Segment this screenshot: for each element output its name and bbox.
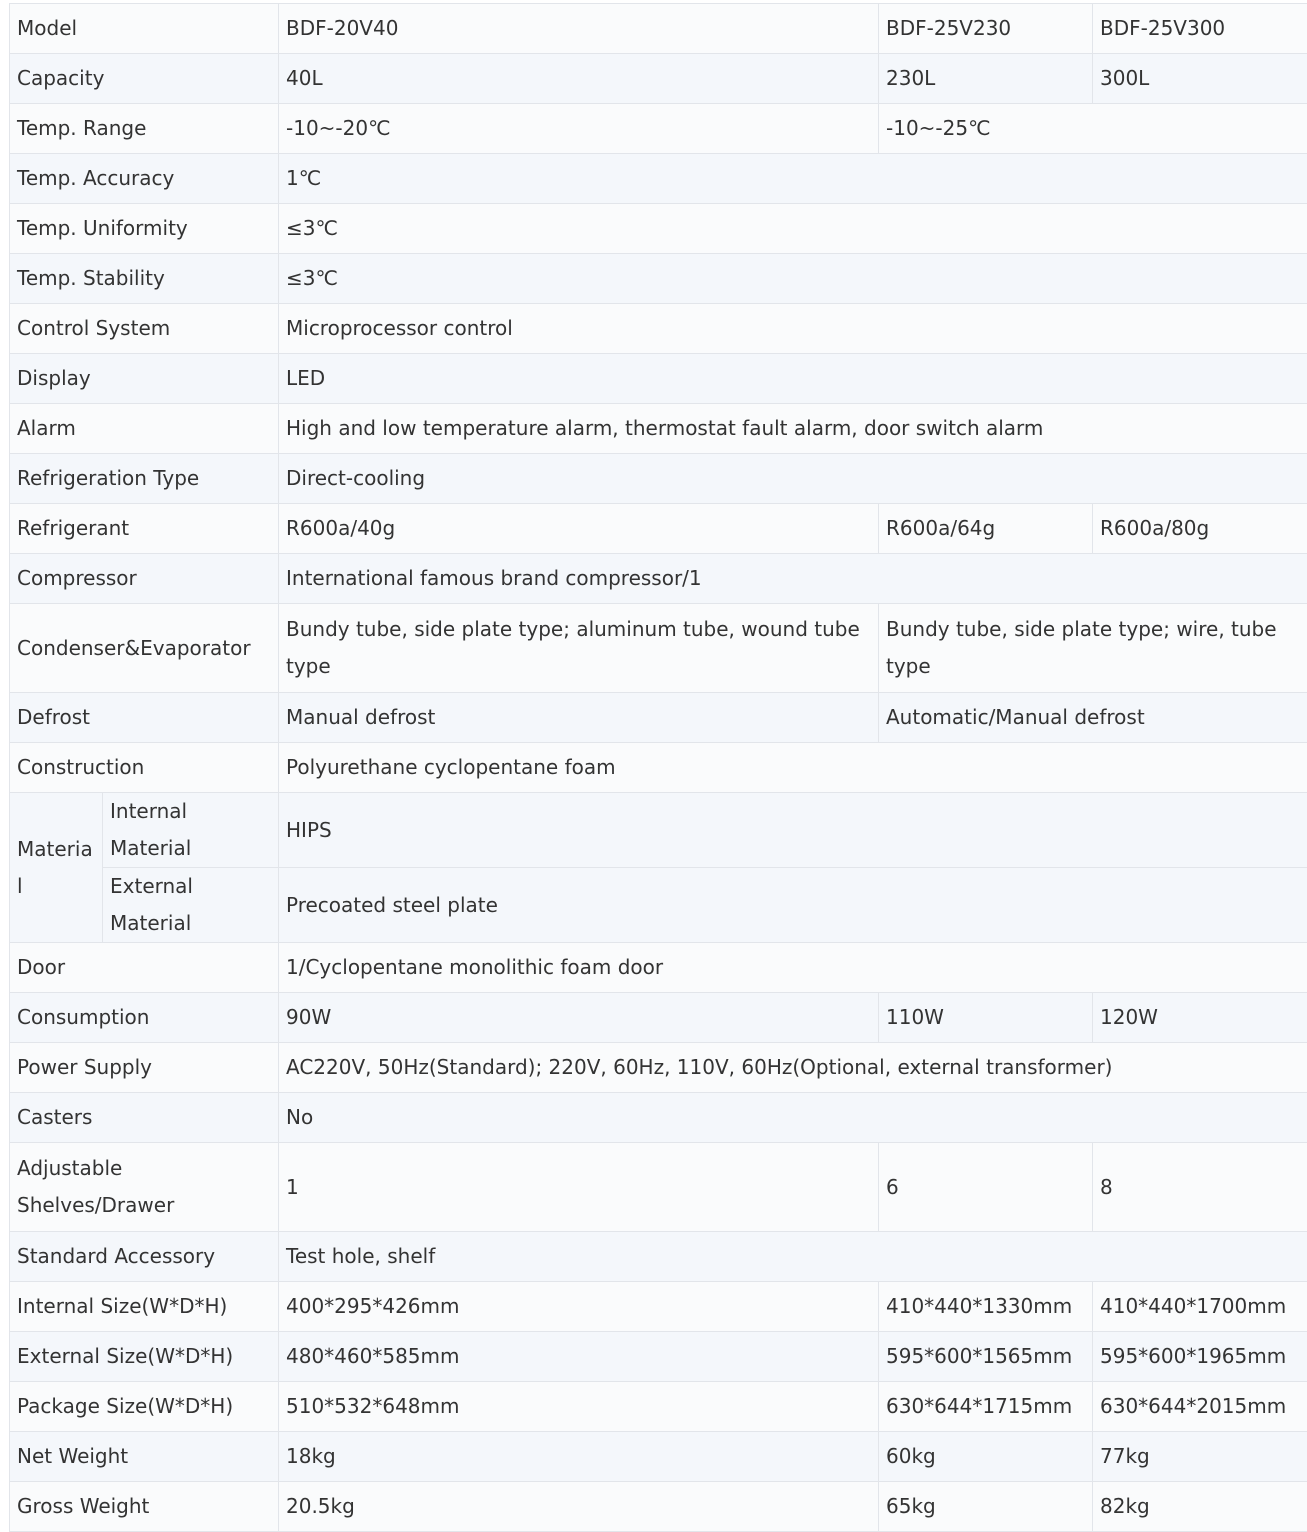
value-control-system: Microprocessor control [279, 304, 1307, 354]
row-defrost [10, 693, 1307, 743]
row-temp-stability [10, 254, 1307, 304]
label-package-size: Package Size(W*D*H) [10, 1382, 279, 1432]
label-temp-range: Temp. Range [10, 104, 279, 154]
value-internal-size-3: 410*440*1700mm [1093, 1282, 1307, 1332]
label-model: Model [10, 4, 279, 54]
value-package-size-2: 630*644*1715mm [879, 1382, 1093, 1432]
row-package-size [10, 1382, 1307, 1432]
label-construction: Construction [10, 743, 279, 793]
value-accessory: Test hole, shelf [279, 1232, 1307, 1282]
row-control-system [10, 304, 1307, 354]
value-package-size-3: 630*644*2015mm [1093, 1382, 1307, 1432]
label-temp-accuracy: Temp. Accuracy [10, 154, 279, 204]
row-refrigeration-type [10, 454, 1307, 504]
value-net-weight-2: 60kg [879, 1432, 1093, 1482]
value-power-supply: AC220V, 50Hz(Standard); 220V, 60Hz, 110V, 60Hz(Optional, external transformer) [279, 1043, 1307, 1093]
label-refrigerant: Refrigerant [10, 504, 279, 554]
row-temp-uniformity [10, 204, 1307, 254]
value-defrost-2: Automatic/Manual defrost [879, 693, 1307, 743]
label-internal-size: Internal Size(W*D*H) [10, 1282, 279, 1332]
label-temp-stability: Temp. Stability [10, 254, 279, 304]
row-temp-range [10, 104, 1307, 154]
row-accessory [10, 1232, 1307, 1282]
value-shelves-1: 1 [279, 1143, 879, 1232]
value-display: LED [279, 354, 1307, 404]
row-model [10, 4, 1307, 54]
value-construction: Polyurethane cyclopentane foam [279, 743, 1307, 793]
label-gross-weight: Gross Weight [10, 1482, 279, 1532]
value-capacity-3: 300L [1093, 54, 1307, 104]
value-temp-range-1: -10~-20℃ [279, 104, 879, 154]
value-model-1: BDF-20V40 [279, 4, 879, 54]
row-compressor [10, 554, 1307, 604]
spec-table [9, 3, 1307, 1532]
row-internal-size [10, 1282, 1307, 1332]
row-consumption [10, 993, 1307, 1043]
row-material-external [10, 868, 1307, 943]
value-model-2: BDF-25V230 [879, 4, 1093, 54]
row-construction [10, 743, 1307, 793]
row-shelves [10, 1143, 1307, 1232]
value-external-size-2: 595*600*1565mm [879, 1332, 1093, 1382]
label-condenser: Condenser&Evaporator [10, 604, 279, 693]
label-defrost: Defrost [10, 693, 279, 743]
label-internal-material: Internal Material [103, 793, 279, 868]
label-consumption: Consumption [10, 993, 279, 1043]
value-condenser-2: Bundy tube, side plate type; wire, tube type [879, 604, 1307, 693]
row-door [10, 943, 1307, 993]
row-condenser [10, 604, 1307, 693]
label-control-system: Control System [10, 304, 279, 354]
label-display: Display [10, 354, 279, 404]
row-capacity [10, 54, 1307, 104]
row-temp-accuracy [10, 154, 1307, 204]
value-consumption-2: 110W [879, 993, 1093, 1043]
value-shelves-3: 8 [1093, 1143, 1307, 1232]
row-refrigerant [10, 504, 1307, 554]
value-internal-size-1: 400*295*426mm [279, 1282, 879, 1332]
row-gross-weight [10, 1482, 1307, 1532]
value-temp-uniformity: ≤3℃ [279, 204, 1307, 254]
value-consumption-3: 120W [1093, 993, 1307, 1043]
label-alarm: Alarm [10, 404, 279, 454]
value-temp-accuracy: 1℃ [279, 154, 1307, 204]
value-external-material: Precoated steel plate [279, 868, 1307, 943]
label-casters: Casters [10, 1093, 279, 1143]
value-defrost-1: Manual defrost [279, 693, 879, 743]
value-net-weight-1: 18kg [279, 1432, 879, 1482]
row-material-internal [10, 793, 1307, 868]
value-external-size-3: 595*600*1965mm [1093, 1332, 1307, 1382]
row-alarm [10, 404, 1307, 454]
row-display [10, 354, 1307, 404]
value-refrigerant-2: R600a/64g [879, 504, 1093, 554]
value-casters: No [279, 1093, 1307, 1143]
label-door: Door [10, 943, 279, 993]
row-net-weight [10, 1432, 1307, 1482]
row-casters [10, 1093, 1307, 1143]
value-condenser-1: Bundy tube, side plate type; aluminum tube, wound tube type [279, 604, 879, 693]
value-temp-range-2: -10~-25℃ [879, 104, 1307, 154]
value-gross-weight-1: 20.5kg [279, 1482, 879, 1532]
value-refrigeration-type: Direct-cooling [279, 454, 1307, 504]
value-capacity-1: 40L [279, 54, 879, 104]
label-accessory: Standard Accessory [10, 1232, 279, 1282]
label-external-size: External Size(W*D*H) [10, 1332, 279, 1382]
label-temp-uniformity: Temp. Uniformity [10, 204, 279, 254]
label-shelves: Adjustable Shelves/Drawer [10, 1143, 279, 1232]
value-capacity-2: 230L [879, 54, 1093, 104]
label-net-weight: Net Weight [10, 1432, 279, 1482]
label-external-material: External Material [103, 868, 279, 943]
label-power-supply: Power Supply [10, 1043, 279, 1093]
label-refrigeration-type: Refrigeration Type [10, 454, 279, 504]
value-internal-size-2: 410*440*1330mm [879, 1282, 1093, 1332]
label-material: Material [10, 793, 103, 943]
value-temp-stability: ≤3℃ [279, 254, 1307, 304]
label-capacity: Capacity [10, 54, 279, 104]
value-net-weight-3: 77kg [1093, 1432, 1307, 1482]
value-package-size-1: 510*532*648mm [279, 1382, 879, 1432]
value-gross-weight-3: 82kg [1093, 1482, 1307, 1532]
label-compressor: Compressor [10, 554, 279, 604]
value-gross-weight-2: 65kg [879, 1482, 1093, 1532]
value-shelves-2: 6 [879, 1143, 1093, 1232]
value-external-size-1: 480*460*585mm [279, 1332, 879, 1382]
value-alarm: High and low temperature alarm, thermostat fault alarm, door switch alarm [279, 404, 1307, 454]
value-refrigerant-1: R600a/40g [279, 504, 879, 554]
value-internal-material: HIPS [279, 793, 1307, 868]
value-refrigerant-3: R600a/80g [1093, 504, 1307, 554]
value-compressor: International famous brand compressor/1 [279, 554, 1307, 604]
value-door: 1/Cyclopentane monolithic foam door [279, 943, 1307, 993]
value-model-3: BDF-25V300 [1093, 4, 1307, 54]
row-power-supply [10, 1043, 1307, 1093]
row-external-size [10, 1332, 1307, 1382]
value-consumption-1: 90W [279, 993, 879, 1043]
